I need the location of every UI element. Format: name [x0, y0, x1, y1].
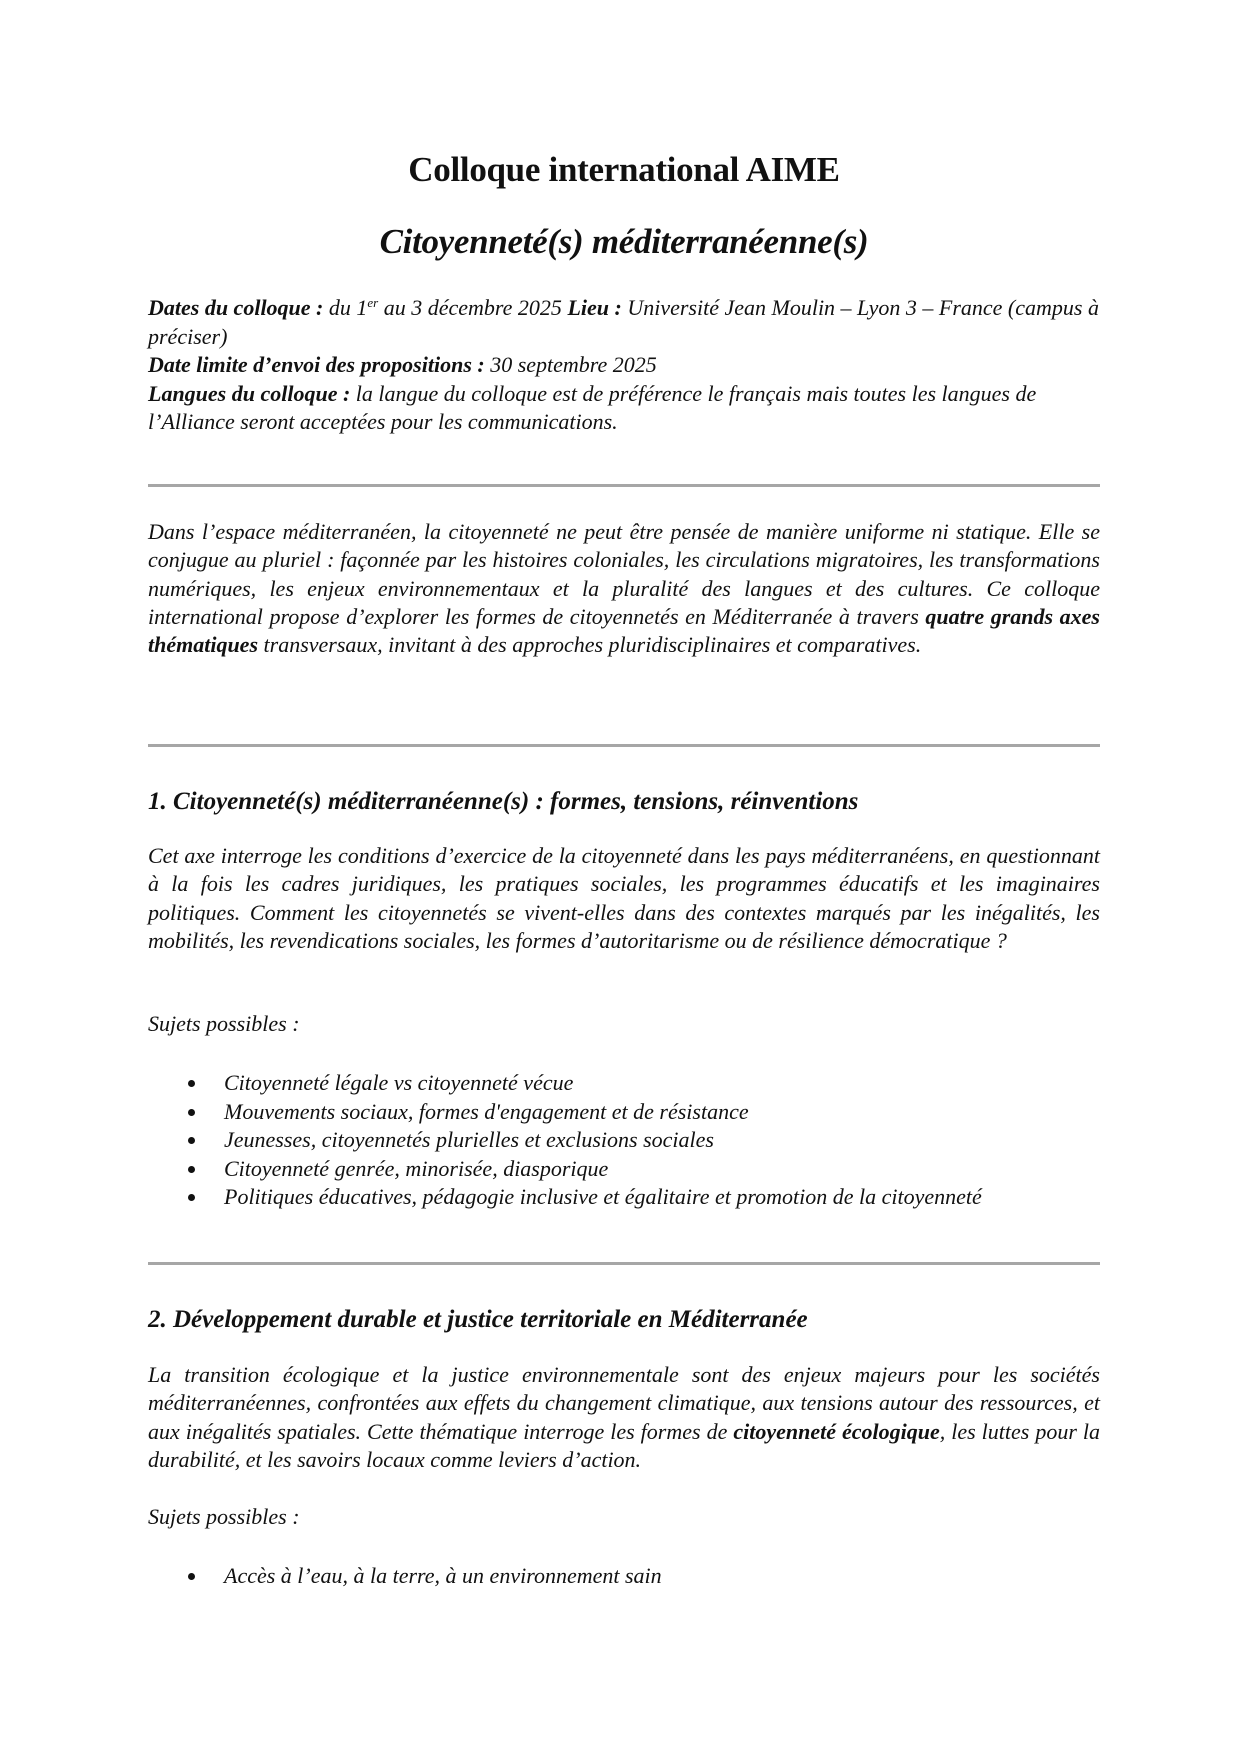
page-title: Colloque international AIME [408, 150, 840, 189]
section-2-text-end: , les luttes pour la durabilité, et les savoirs locaux comme leviers d’action. [148, 1418, 1100, 1472]
section-2-text: La transition écologique et la justice environnementale sont des enjeux majeurs pour les sociétés méditerranéennes, confrontées aux effets du changement climatique, aux tensions autour des ressources, et aux inégalités spatiales. Cette thématique interroge les formes de [148, 1362, 1100, 1444]
list-item-text: Citoyenneté légale vs citoyenneté vécue [224, 1070, 574, 1095]
event-info [148, 294, 1100, 437]
bullet-icon [188, 1137, 195, 1144]
intro-text: Dans l’espace méditerranéen, la citoyenneté ne peut être pensée de manière uniforme ni statique. Elle se conjugue au pluriel : façonnée par les histoires coloniales, les circulations migratoires, les transformations numériques, les enjeux environnementaux et la pluralité des langues et des cultures. Ce colloque international propose d’explorer les formes de citoyennetés en Méditerranée à travers [148, 519, 1100, 629]
deadline-label: Date limite d’envoi des propositions : [148, 352, 485, 378]
divider [148, 1262, 1100, 1265]
lieu-value: Université Jean Moulin – Lyon 3 – France (campus à préciser) [148, 295, 1099, 349]
lieu-label: Lieu : [567, 295, 622, 320]
list-item [148, 1126, 982, 1155]
section-1-subjects-label: Sujets possibles : [148, 1011, 300, 1036]
page-subtitle: Citoyenneté(s) méditerranéenne(s) [379, 222, 869, 261]
intro-text-end: transversaux, invitant à des approches pluridisciplinaires et comparatives. [258, 632, 922, 658]
section-1-text: Cet axe interroge les conditions d’exercice de la citoyenneté dans les pays méditerranéens, en questionnant à la fois les cadres juridiques, les pratiques sociales, les programmes éducatifs et les imaginaires politiques. Comment les citoyennetés se vivent-elles dans des contextes marqués par les inégalités, les mobilités, les revendications sociales, les formes d’autoritarisme ou de résilience démocratique ? [148, 843, 1100, 953]
list-item-text: Jeunesses, citoyennetés plurielles et exclusions sociales [224, 1127, 714, 1152]
list-item [148, 1155, 982, 1184]
langues-label: Langues du colloque : [148, 380, 351, 406]
bullet-icon [188, 1109, 195, 1116]
list-item [148, 1069, 982, 1098]
dates-label: Dates du colloque : [148, 295, 324, 320]
section-2-subjects-label: Sujets possibles : [148, 1504, 300, 1529]
dates-line [148, 294, 1100, 351]
intro-bold-text: quatre grands axes thématiques [148, 603, 1100, 658]
list-item [148, 1098, 982, 1127]
langues-value: la langue du colloque est de préférence le français mais toutes les langues de l’Alliance seront acceptées pour les communications. [148, 380, 1037, 435]
divider [148, 484, 1100, 487]
dates-superscript: er [367, 295, 379, 310]
langues-line [148, 380, 1100, 437]
divider [148, 744, 1100, 747]
dates-value-pre: du 1 [323, 295, 368, 320]
section-2-paragraph [148, 1361, 1100, 1474]
intro-paragraph [148, 518, 1100, 659]
bullet-icon [188, 1573, 195, 1580]
dates-value-post: au 3 décembre 2025 [378, 295, 568, 320]
bullet-icon [188, 1080, 195, 1087]
list-item-text: Citoyenneté genrée, minorisée, diasporique [224, 1155, 609, 1181]
list-item [148, 1562, 662, 1591]
section-2-bold-text: citoyenneté écologique [733, 1418, 940, 1444]
list-item-text: Mouvements sociaux, formes d'engagement et de résistance [224, 1098, 749, 1124]
bullet-icon [188, 1194, 195, 1201]
list-item-text: Politiques éducatives, pédagogie inclusive et égalitaire et promotion de la citoyenneté [224, 1184, 982, 1209]
list-item-text: Accès à l’eau, à la terre, à un environnement sain [224, 1563, 662, 1588]
bullet-icon [188, 1166, 195, 1173]
deadline-line [148, 351, 1100, 380]
list-item [148, 1183, 982, 1212]
section-2-subjects-list [148, 1562, 662, 1591]
section-1-heading: 1. Citoyenneté(s) méditerranéenne(s) : formes, tensions, réinventions [148, 788, 859, 815]
deadline-value: 30 septembre 2025 [484, 352, 657, 378]
section-2-heading: 2. Développement durable et justice territoriale en Méditerranée [148, 1306, 808, 1333]
section-1-paragraph [148, 842, 1100, 955]
section-1-subjects-list [148, 1069, 982, 1212]
